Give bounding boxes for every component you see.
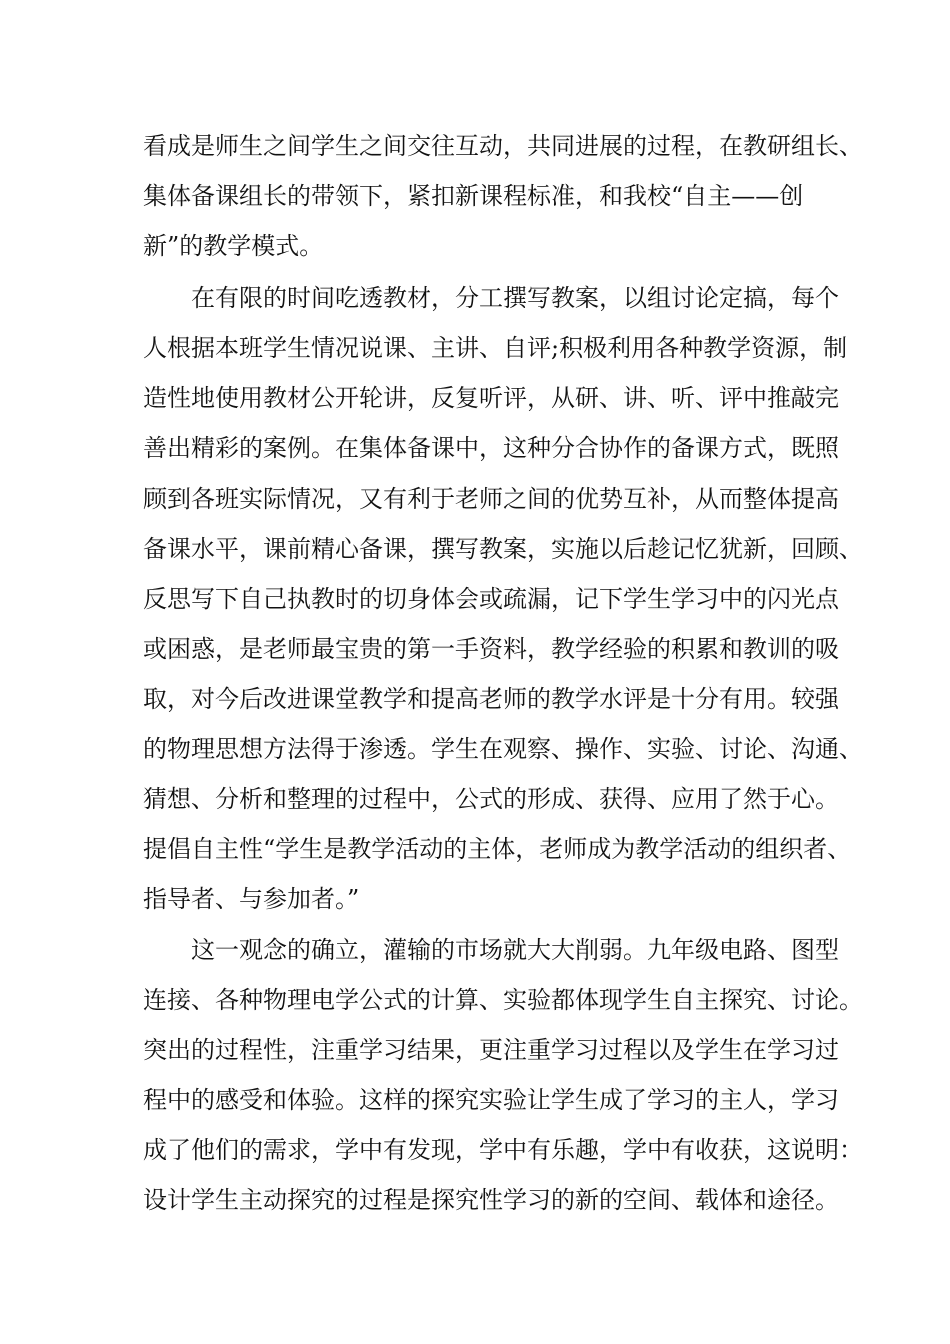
text-line: 或困惑，是老师最宝贵的第一手资料，教学经验的积累和教训的吸 <box>143 635 839 663</box>
text-line: 人根据本班学生情况说课、主讲、自评;积极利用各种教学资源，制 <box>143 334 848 362</box>
text-line: 连接、各种物理电学公式的计算、实验都体现学生自主探究、讨论。 <box>143 986 863 1014</box>
text-line: 提倡自主性“学生是教学活动的主体，老师成为教学活动的组织者、 <box>143 835 852 863</box>
text-line: 顾到各班实际情况，又有利于老师之间的优势互补，从而整体提高 <box>143 485 839 513</box>
text-line: 善出精彩的案例。在集体备课中，这种分合协作的备课方式，既照 <box>143 434 839 462</box>
text-line: 指导者、与参加者。” <box>143 885 360 913</box>
text-line: 新”的教学模式。 <box>143 232 324 260</box>
text-line: 突出的过程性，注重学习结果，更注重学习过程以及学生在学习过 <box>143 1036 839 1064</box>
text-line: 造性地使用教材公开轮讲，反复听评，从研、讲、听、评中推敲完 <box>143 384 839 412</box>
text-line: 猜想、分析和整理的过程中，公式的形成、获得、应用了然于心。 <box>143 785 839 813</box>
text-line: 设计学生主动探究的过程是探究性学习的新的空间、载体和途径。 <box>143 1186 839 1214</box>
text-line: 反思写下自己执教时的切身体会或疏漏，记下学生学习中的闪光点 <box>143 585 839 613</box>
text-line: 在有限的时间吃透教材，分工撰写教案，以组讨论定搞，每个 <box>191 284 839 312</box>
text-line: 程中的感受和体验。这样的探究实验让学生成了学习的主人，学习 <box>143 1086 839 1114</box>
text-line: 集体备课组长的带领下，紧扣新课程标准，和我校“自主——创 <box>143 182 804 210</box>
text-line: 取，对今后改进课堂教学和提高老师的教学水评是十分有用。较强 <box>143 685 839 713</box>
text-line: 这一观念的确立，灌输的市场就大大削弱。九年级电路、图型 <box>191 936 839 964</box>
text-line: 看成是师生之间学生之间交往互动，共同进展的过程，在教研组长、 <box>143 132 863 160</box>
text-line: 成了他们的需求，学中有发现，学中有乐趣，学中有收获，这说明： <box>143 1136 863 1164</box>
text-line: 的物理思想方法得于渗透。学生在观察、操作、实验、讨论、沟通、 <box>143 735 863 763</box>
text-line: 备课水平，课前精心备课，撰写教案，实施以后趁记忆犹新，回顾、 <box>143 535 863 563</box>
